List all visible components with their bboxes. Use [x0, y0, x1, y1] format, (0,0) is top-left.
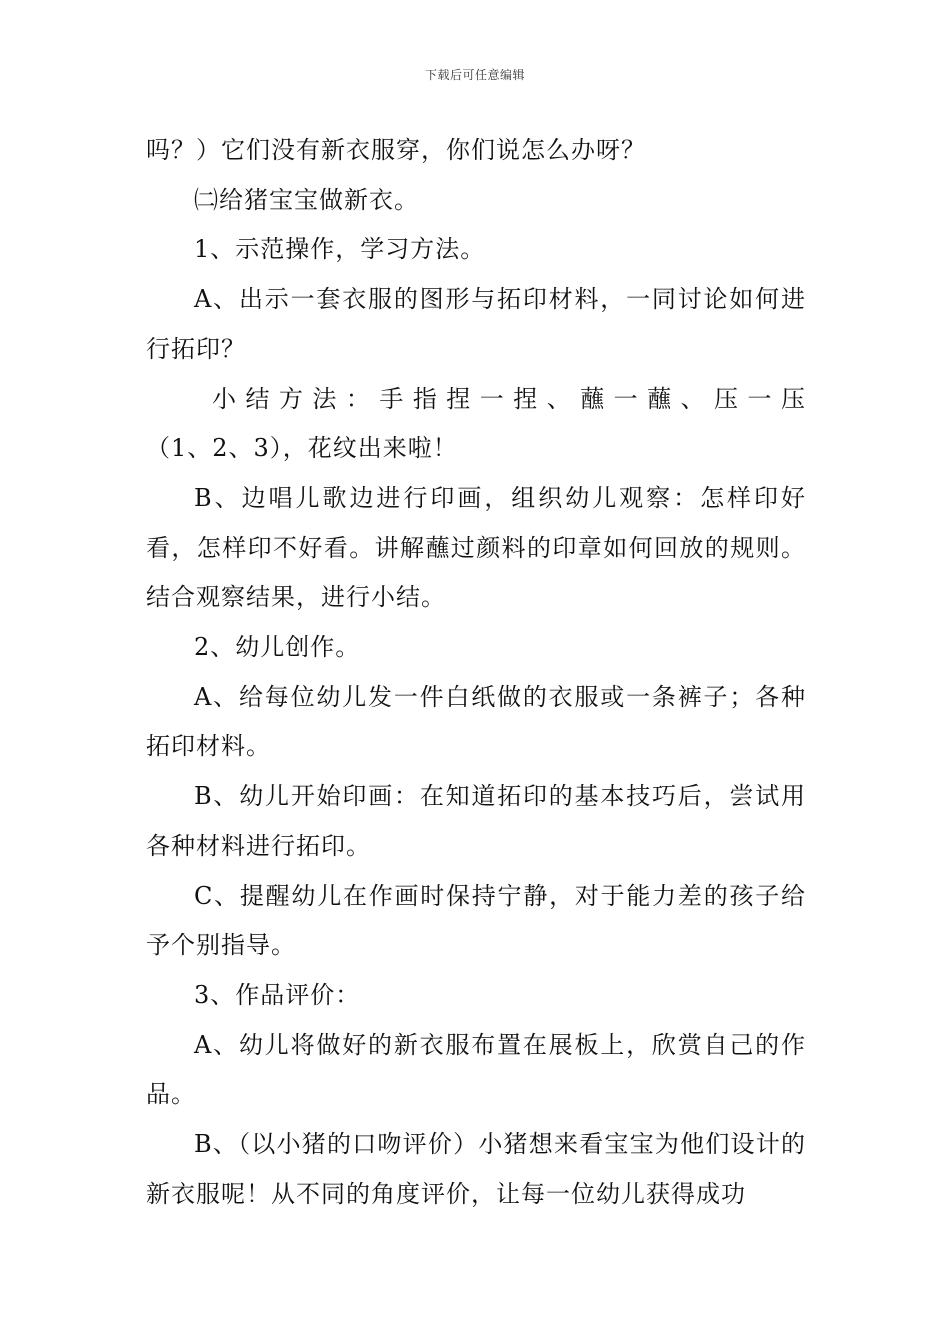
paragraph-12: A、幼儿将做好的新衣服布置在展板上，欣赏自己的作品。	[146, 1030, 806, 1109]
spread-char: 、	[680, 384, 706, 413]
paragraph-7: 2、幼儿创作。	[194, 633, 361, 662]
spread-char: 一	[479, 384, 505, 413]
paragraph-13: B、（以小猪的口吻评价）小猪想来看宝宝为他们设计的新衣服呢！从不同的角度评价，让每一位幼儿获得成功	[146, 1130, 806, 1208]
spread-char: 蘸	[647, 384, 673, 413]
document-body	[146, 126, 806, 1219]
paragraph-4: A、出示一套衣服的图形与拓印材料，一同讨论如何进行拓印？	[146, 285, 806, 363]
paragraph-8: A、给每位幼儿发一件白纸做的衣服或一条裤子；各种拓印材料。	[146, 682, 806, 761]
spread-char: ：	[345, 384, 371, 413]
spread-char: 蘸	[580, 384, 606, 413]
paragraph-11: 3、作品评价：	[194, 980, 361, 1009]
spread-char: 指	[412, 384, 438, 413]
spread-char: 压	[780, 384, 806, 413]
paragraph-10: C、提醒幼儿在作画时保持宁静，对于能力差的孩子给予个别指导。	[146, 881, 806, 960]
page-header: 下载后可任意编辑	[424, 68, 525, 82]
spread-char: 捏	[513, 384, 539, 413]
spread-char: 小	[212, 384, 237, 413]
spread-char: 一	[747, 384, 773, 413]
paragraph-5-line-2: （1、2、3），花纹出来啦！	[146, 434, 458, 463]
paragraph-1: 吗？）它们没有新衣服穿，你们说怎么办呀？	[146, 136, 646, 164]
spread-char: 结	[245, 384, 271, 413]
spread-char: 捏	[446, 384, 472, 413]
spread-char: 法	[312, 384, 338, 413]
paragraph-5-line-1	[146, 375, 806, 425]
paragraph-9: B、幼儿开始印画：在知道拓印的基本技巧后，尝试用各种材料进行拓印。	[146, 782, 806, 860]
paragraph-2: ㈡给猪宝宝做新衣。	[194, 185, 419, 214]
spread-char: 一	[613, 384, 639, 413]
paragraph-3: 1、示范操作，学习方法。	[194, 235, 486, 264]
spread-char: 压	[714, 384, 740, 413]
spread-char: 手	[379, 384, 405, 413]
paragraph-6: B、边唱儿歌边进行印画，组织幼儿观察：怎样印好看，怎样印不好看。讲解蘸过颜料的印章如何回放的规则。结合观察结果，进行小结。	[146, 483, 806, 612]
spread-char: 、	[546, 384, 572, 413]
spread-char: 方	[278, 384, 304, 413]
